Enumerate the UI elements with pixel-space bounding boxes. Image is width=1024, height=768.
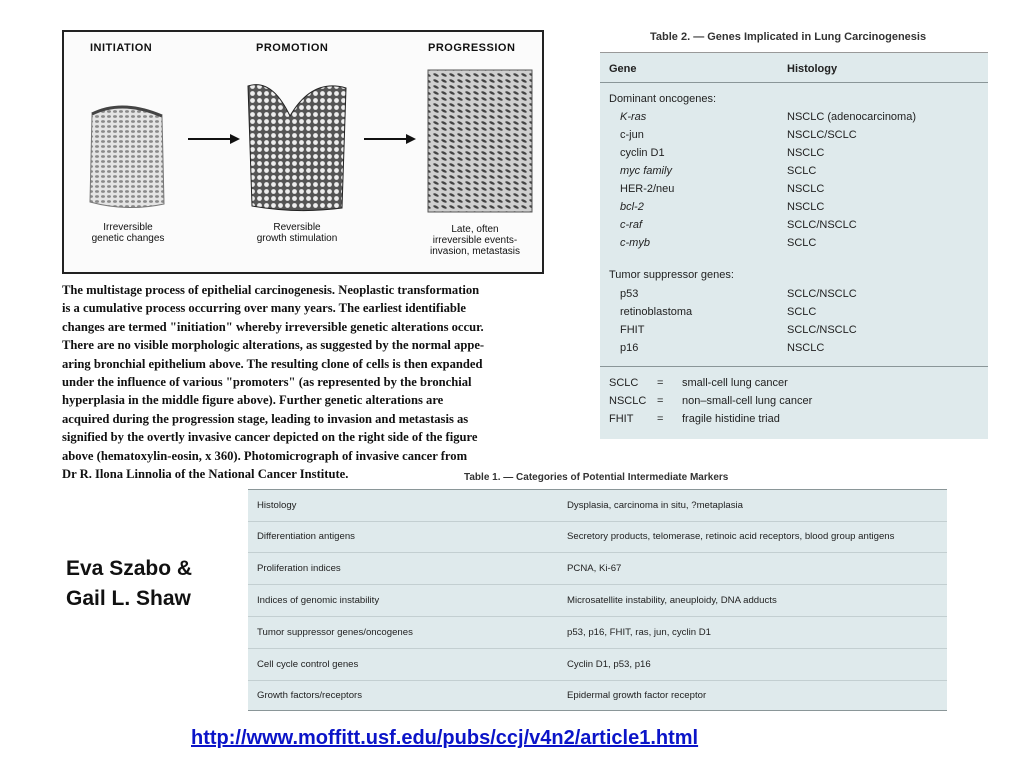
caption-line: changes are termed "initiation" whereby irreversible genetic alterations occur.: [62, 319, 484, 334]
abbr-equals: =: [657, 377, 664, 389]
source-link[interactable]: http://www.moffitt.usf.edu/pubs/ccj/v4n2/article1.html: [191, 727, 699, 749]
marker-category: Cell cycle control genes: [257, 659, 359, 670]
gene-name: c-jun: [620, 129, 644, 141]
stage-title-progression: PROGRESSION: [428, 42, 516, 54]
gene-name: myc family: [620, 165, 672, 177]
table2-section-suppressor: Tumor suppressor genes:: [609, 269, 734, 281]
table2-col-histology: Histology: [787, 63, 838, 75]
abbr-term: FHIT: [609, 413, 634, 425]
gene-name: retinoblastoma: [620, 306, 693, 318]
figure-caption: [62, 281, 562, 483]
gene-histology: NSCLC: [787, 183, 825, 195]
gene-name: K-ras: [620, 111, 647, 123]
row-divider: [248, 584, 947, 585]
table1-title: Table 1. — Categories of Potential Intermediate Markers: [464, 472, 729, 483]
caption-line: hyperplasia in the middle figure above). Further genetic alterations are: [62, 393, 444, 408]
caption-line: signified by the overtly invasive cancer depicted on the right side of the figure: [62, 430, 478, 445]
authors: [66, 554, 192, 614]
marker-list: Microsatellite instability, aneuploidy, DNA adducts: [567, 595, 777, 606]
row-divider: [248, 648, 947, 649]
caption-line: Dr R. Ilona Linnolia of the National Cancer Institute.: [62, 467, 349, 482]
marker-list: p53, p16, FHIT, ras, jun, cyclin D1: [567, 627, 711, 638]
table2-title: Table 2. — Genes Implicated in Lung Carcinogenesis: [650, 31, 927, 43]
gene-histology: SCLC/NSCLC: [787, 219, 857, 231]
marker-category: Differentiation antigens: [257, 531, 355, 542]
gene-name: p16: [620, 342, 639, 354]
gene-histology: NSCLC: [787, 201, 825, 213]
stage-title-promotion: PROMOTION: [256, 42, 329, 54]
gene-histology: SCLC: [787, 237, 817, 249]
gene-histology: SCLC/NSCLC: [787, 324, 857, 336]
marker-category: Indices of genomic instability: [257, 595, 380, 606]
gene-name: c-raf: [620, 219, 642, 231]
gene-name: p53: [620, 288, 639, 300]
stage-caption-progression: Late, often irreversible events- invasion, metastasis: [429, 224, 521, 257]
stage-caption-initiation: Irreversible genetic changes: [91, 222, 165, 244]
stage-title-initiation: INITIATION: [90, 42, 153, 54]
normal-epithelium-image: [82, 94, 172, 214]
abbr-equals: =: [657, 413, 664, 425]
gene-name: cyclin D1: [620, 147, 665, 159]
author-line: Gail L. Shaw: [66, 587, 191, 610]
carcinogenesis-figure: [62, 30, 544, 274]
marker-list: Secretory products, telomerase, retinoic acid receptors, blood group antigens: [567, 531, 895, 542]
marker-category: Histology: [257, 500, 297, 511]
gene-histology: NSCLC (adenocarcinoma): [787, 111, 916, 123]
caption-line: aring bronchial epithelium above. The resulting clone of cells is then expanded: [62, 356, 483, 371]
gene-histology: SCLC: [787, 306, 817, 318]
marker-list: Dysplasia, carcinoma in situ, ?metaplasia: [567, 500, 743, 511]
caption-line: The multistage process of epithelial carcinogenesis. Neoplastic transformation: [62, 283, 480, 297]
table2-col-gene: Gene: [609, 63, 637, 75]
row-divider: [248, 552, 947, 553]
author-line: Eva Szabo &: [66, 557, 193, 580]
arrow-right-icon: [186, 132, 242, 146]
gene-name: c-myb: [620, 237, 650, 249]
marker-list: PCNA, Ki-67: [567, 563, 622, 574]
divider: [600, 82, 988, 83]
marker-list: Cyclin D1, p53, p16: [567, 659, 651, 670]
marker-category: Proliferation indices: [257, 563, 341, 574]
row-divider: [248, 616, 947, 617]
table2-genes: [600, 52, 988, 439]
abbr-meaning: non–small-cell lung cancer: [682, 395, 813, 407]
hyperplasia-image: [242, 76, 352, 216]
gene-histology: NSCLC: [787, 147, 825, 159]
caption-line: under the influence of various "promoters" (as represented by the bronchial: [62, 375, 472, 390]
gene-name: FHIT: [620, 324, 645, 336]
abbr-meaning: fragile histidine triad: [682, 413, 780, 425]
gene-histology: NSCLC: [787, 342, 825, 354]
caption-line: is a cumulative process occurring over many years. The earliest identifiable: [62, 301, 467, 316]
caption-line: acquired during the progression stage, leading to invasion and metastasis as: [62, 411, 469, 426]
gene-name: bcl-2: [620, 201, 644, 213]
caption-line: There are no visible morphologic alterations, as suggested by the normal appe-: [62, 338, 485, 353]
abbr-meaning: small-cell lung cancer: [682, 377, 788, 389]
gene-histology: NSCLC/SCLC: [787, 129, 857, 141]
gene-histology: SCLC/NSCLC: [787, 288, 857, 300]
gene-name: HER-2/neu: [620, 183, 675, 195]
gene-histology: SCLC: [787, 165, 817, 177]
row-divider: [248, 680, 947, 681]
table2-section-dominant: Dominant oncogenes:: [609, 93, 717, 105]
stage-caption-promotion: Reversible growth stimulation: [256, 222, 338, 244]
marker-category: Tumor suppressor genes/oncogenes: [257, 627, 413, 638]
divider: [600, 366, 988, 367]
caption-line: above (hematoxylin-eosin, x 360). Photomicrograph of invasive cancer from: [62, 448, 468, 463]
abbr-term: SCLC: [609, 377, 639, 389]
marker-category: Growth factors/receptors: [257, 690, 363, 701]
marker-list: Epidermal growth factor receptor: [567, 690, 707, 701]
table1-markers: [248, 489, 947, 711]
invasive-cancer-image: [424, 66, 536, 216]
row-divider: [248, 521, 947, 522]
abbr-equals: =: [657, 395, 664, 407]
abbr-term: NSCLC: [609, 395, 647, 407]
arrow-right-icon: [362, 132, 418, 146]
